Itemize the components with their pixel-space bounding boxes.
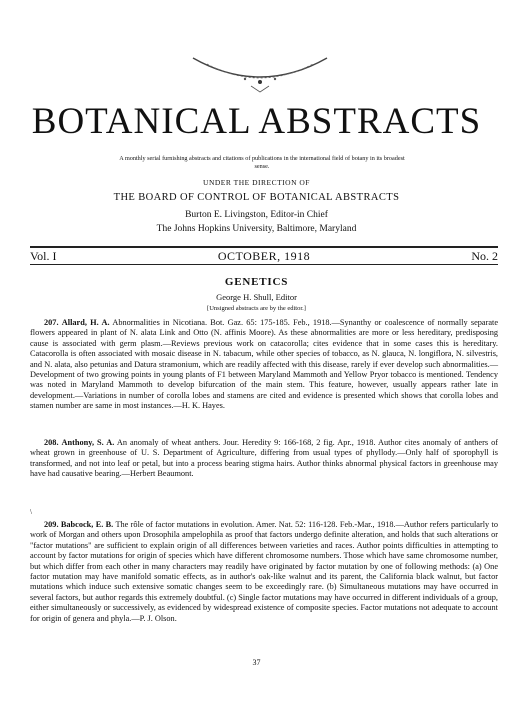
abstract-author: Babcock, E. B. (60, 520, 114, 529)
volume-label: Vol. I (30, 249, 57, 263)
issue-line (30, 248, 498, 264)
journal-title: BOTANICAL ABSTRACTS (31, 101, 482, 142)
journal-subtitle: A monthly serial furnishing abstracts and citations of publications in the international field of botany in its broadest sense. (119, 155, 405, 170)
page-number: 37 (252, 658, 261, 667)
issue-date: OCTOBER, 1918 (217, 249, 311, 263)
editor-block (0, 209, 513, 237)
abstract-author: Anthony, S. A. (61, 438, 115, 447)
abstract-number: 209. (44, 520, 59, 529)
abstract-body: The rôle of factor mutations in evolution. Amer. Nat. 52: 116-128. Feb.-Mar., 1918.—Author refers particularly to work of Morgan and others upon Drosophila ampelophila as proof that factors undergo definite alteration, and holds that such alterations or "factor mutations" are sufficient to explain origin of all differences between varieties and races. Author points difficulties in attempting to account by factor mutations for origin of species which have different chromosome numbers. Those which have same chromosome number, but which differ from each other in many characters may readily have originated by factor mutation by one of following methods: (a) One factor mutation may have manifold somatic effects, as in author's oak-like walnut and its parent, the California black walnut, but factor mutations which induce such extensive somatic changes seem to be exceedingly rare. (b) Simultaneous mutations may have occurred in several factors, but author regards this extremely doubtful. (c) Single factor mutations may have occurred in different individuals of a group, either simultaneously or successively, as evidenced by widespread existence of composite species. Factor mutations not adequate to account for origin of genera and phyla.—P. J. Olson. (30, 520, 498, 623)
decorative-seal-ornament (185, 52, 335, 98)
editor-in-chief: Burton E. Livingston, Editor-in Chief (185, 210, 328, 220)
stray-mark: \ (30, 508, 32, 516)
abstract-entry (30, 318, 498, 412)
header-rule-bottom (30, 264, 498, 265)
abstract-entry (30, 520, 498, 624)
issue-number: No. 2 (471, 249, 498, 263)
section-editor: George H. Shull, Editor (216, 292, 297, 302)
editor-affiliation: The Johns Hopkins University, Baltimore, Maryland (156, 223, 357, 234)
abstract-author: Allard, H. A. (61, 318, 110, 327)
section-heading: GENETICS (224, 276, 289, 288)
abstract-number: 207. (44, 318, 59, 327)
board-name: THE BOARD OF CONTROL OF BOTANICAL ABSTRACTS (113, 192, 400, 203)
abstract-entry (30, 438, 498, 480)
abstract-number: 208. (44, 438, 59, 447)
unsigned-note: [Unsigned abstracts are by the editor.] (207, 305, 306, 312)
abstract-body: An anomaly of wheat anthers. Jour. Heredity 9: 166-168, 2 fig. Apr., 1918. Author cites anomaly of anthers of wheat grown in greenhouse of U. S. Department of Agriculture, differing from usual types of phyllody.—Only half of sporophyll is transformed, and not into leaf or petal, but into a process bearing stigma hairs. Author thinks abnormal physical factors in greenhouse may have had causative bearing.—Herbert Beaumont. (30, 438, 498, 479)
abstract-body: Abnormalities in Nicotiana. Bot. Gaz. 65: 175-185. Feb., 1918.—Synanthy or coalescence of normally separate flowers appeared in plant of N. alata Link and Otto (N. affinis Moore). As these abnormalities are more or less hereditary, predisposing cause is associated with germ plasm.—Reviews previous work on catacorolla; cites evidence that in some cases this is hereditary. Catacorolla is often associated with mosaic disease in N. tabacum, while other species of tobacco, as N. glauca, N. longiflora, N. silvestris, and N. alata, also petunias and Datura stramonium, which are readily affected with this disease, rarely if ever develop such abnormalities.—Development of two growing points in young plants of F1 between Maryland Mammoth and Yellow Pryor tobacco is mentioned. Tendency was noted in Maryland Mammoth to develop bifurcation of the main stem. This feature, however, usually appears rather late in development.—Variations in number of corolla lobes and stamens are cited and evidence is presented which shows that corolla lobes and stamen number are same in most instances.—H. K. Hayes. (30, 318, 499, 411)
direction-line: UNDER THE DIRECTION OF (203, 178, 310, 187)
